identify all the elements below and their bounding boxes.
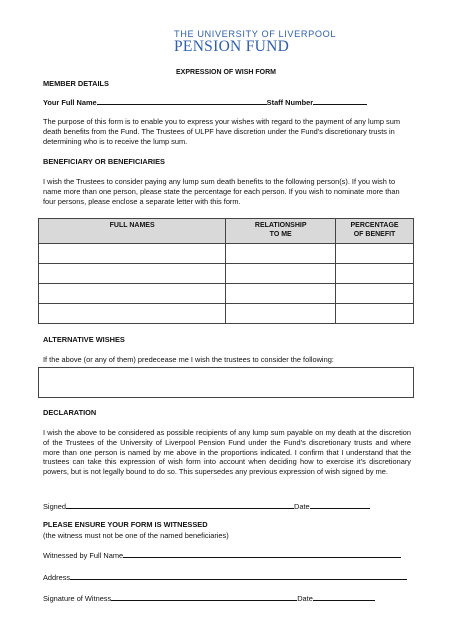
relationship-cell[interactable] [226, 264, 336, 284]
member-details-heading: MEMBER DETAILS [43, 79, 109, 88]
column-header-percentage: PERCENTAGE OF BENEFIT [336, 219, 414, 244]
signed-label: Signed [43, 502, 67, 511]
address-label: Address [43, 573, 71, 582]
witnessed-by-row [43, 550, 411, 561]
table-row [39, 284, 414, 304]
date-label: Date [294, 502, 310, 511]
signature-field[interactable] [66, 501, 294, 509]
relationship-cell[interactable] [226, 284, 336, 304]
beneficiaries-instructions: I wish the Trustees to consider paying any lump sum death benefits to the following person(s). If you wish to name more than one person, please state the percentage for each person. If you wish to nominate more than four persons, please enclose a separate letter with this form. [43, 177, 400, 206]
beneficiaries-heading: BENEFICIARY OR BENEFICIARIES [43, 157, 165, 166]
beneficiaries-table [38, 218, 414, 324]
full-name-cell[interactable] [39, 284, 226, 304]
witness-date-field[interactable] [313, 593, 375, 601]
logo-stripes-icon [116, 28, 170, 50]
witness-note: (the witness must not be one of the named beneficiaries) [43, 531, 229, 540]
staff-number-label: Staff Number [266, 98, 314, 107]
full-name-cell[interactable] [39, 244, 226, 264]
full-name-cell[interactable] [39, 264, 226, 284]
declaration-paragraph: I wish the above to be considered as possible recipients of any lump sum payable on my death at the discretion of the Trustees of the University of Liverpool Pension Fund under the Fund’s discretionary trusts and where more than one person is named by me above in the proportions indicated. I confirm that I understand that the trustees can take this expression of wish form into account when deciding how to exercise it’s discretionary powers, but is not legally bound to do so. This supersedes any previous expression of wish signed by me. [43, 428, 411, 477]
date-field[interactable] [310, 501, 370, 509]
declaration-heading: DECLARATION [43, 408, 97, 417]
witnessed-by-label: Witnessed by Full Name [43, 551, 124, 560]
full-name-label: Your Full Name [43, 98, 97, 107]
address-row [43, 572, 411, 583]
staff-number-field[interactable] [313, 97, 367, 105]
table-row [39, 304, 414, 324]
alternative-wishes-text: If the above (or any of them) predecease me I wish the trustees to consider the following: [43, 355, 334, 364]
witness-address-field[interactable] [70, 572, 407, 580]
relationship-cell[interactable] [226, 304, 336, 324]
alternative-wishes-heading: ALTERNATIVE WISHES [43, 335, 125, 344]
table-row [39, 264, 414, 284]
beneficiaries-header-row [39, 219, 414, 244]
relationship-cell[interactable] [226, 244, 336, 264]
logo-university-text: THE UNIVERSITY OF LIVERPOOL [174, 29, 337, 39]
witness-signature-label: Signature of Witness [43, 594, 112, 603]
alternative-wishes-box[interactable] [38, 367, 414, 398]
percentage-cell[interactable] [336, 284, 414, 304]
percentage-cell[interactable] [336, 244, 414, 264]
column-header-full-names: FULL NAMES [39, 219, 226, 244]
witness-name-field[interactable] [123, 550, 401, 558]
table-row [39, 244, 414, 264]
full-name-cell[interactable] [39, 304, 226, 324]
purpose-paragraph: The purpose of this form is to enable you to express your wishes with regard to the payment of any lump sum death benefits from the Fund. The Trustees of ULPF have discretion under the Fund’s discretionary trusts in determining who is to receive the lump sum. [43, 117, 400, 146]
logo-fund-text: PENSION FUND [174, 38, 290, 55]
pension-fund-logo [116, 24, 336, 60]
witness-heading: PLEASE ENSURE YOUR FORM IS WITNESSED [43, 520, 208, 529]
column-header-relationship: RELATIONSHIP TO ME [226, 219, 336, 244]
full-name-field[interactable] [97, 97, 267, 105]
witness-signature-row [43, 593, 411, 604]
witness-signature-field[interactable] [111, 593, 297, 601]
percentage-cell[interactable] [336, 264, 414, 284]
percentage-cell[interactable] [336, 304, 414, 324]
member-details-row [43, 97, 411, 108]
witness-date-label: Date [297, 594, 313, 603]
form-title: EXPRESSION OF WISH FORM [176, 69, 276, 76]
signed-row [43, 501, 411, 512]
